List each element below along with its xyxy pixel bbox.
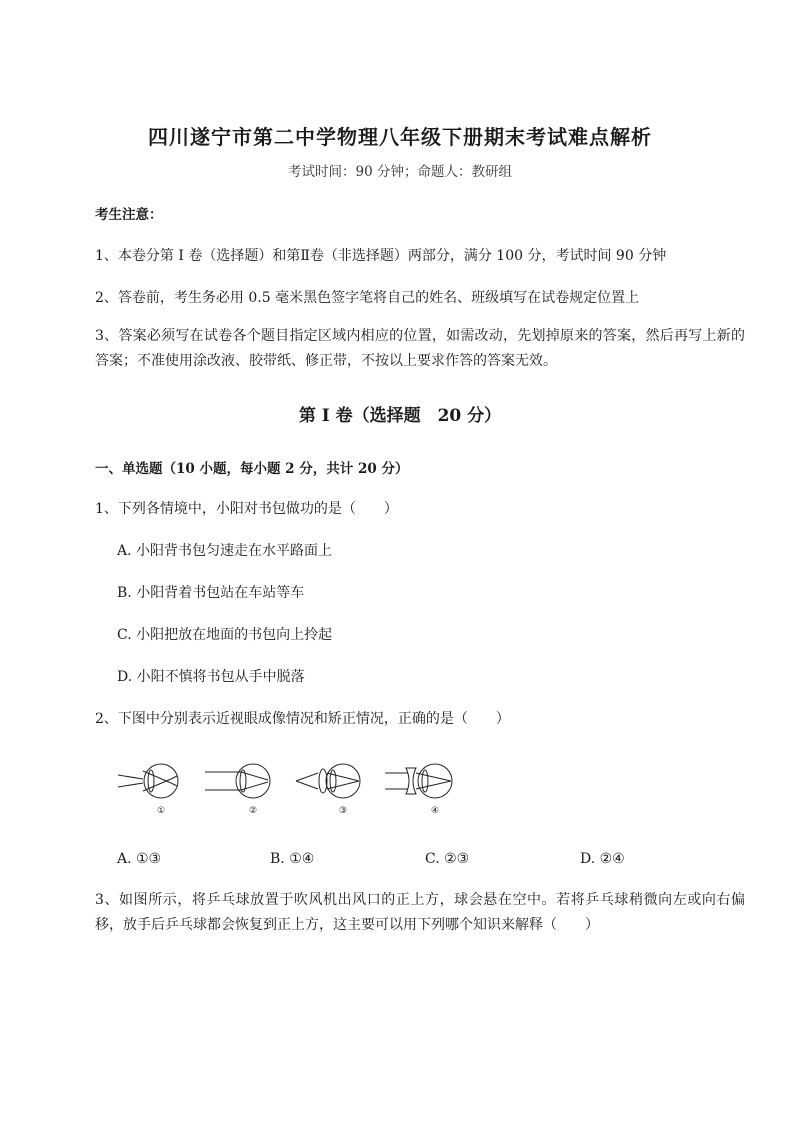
eye-diagram-1 [118, 764, 178, 798]
question-1-option-a: A. 小阳背书包匀速走在水平路面上 [117, 543, 333, 559]
question-1-option-b: B. 小阳背着书包站在车站等车 [117, 585, 305, 601]
question-3-stem: 3、如图所示，将乒乓球放置于吹风机出风口的正上方，球会悬在空中。若将乒乓球稍微向左或向右偏移，放手后乒乓球都会恢复到正上方，这主要可以用下列哪个知识来解释（ ） [95, 892, 745, 933]
question-1-stem: 1、下列各情境中，小阳对书包做功的是（ ） [95, 501, 398, 517]
eye-diagram-4 [385, 764, 452, 798]
notice-item-1: 1、本卷分第 I 卷（选择题）和第Ⅱ卷（非选择题）两部分，满分 100 分，考试时间 90 分钟 [95, 248, 667, 264]
eye-lens-diagram [113, 757, 463, 823]
question-2-option-a: A. ①③ [117, 851, 162, 867]
eye-diagram-3 [296, 764, 360, 798]
notice-item-3: 3、答案必须写在试卷各个题目指定区域内相应的位置，如需改动，先划掉原来的答案，然后再写上新的答案；不准使用涂改液、胶带纸、修正带，不按以上要求作答的答案无效。 [95, 328, 745, 369]
eye-diagram-label-3: ③ [338, 806, 348, 816]
notice-item-2: 2、答卷前，考生务必用 0.5 毫米黑色签字笔将自己的姓名、班级填写在试卷规定位置上 [95, 290, 640, 306]
question-2-option-c: C. ②③ [425, 851, 470, 867]
eye-diagram-label-1: ① [156, 806, 166, 816]
section-title: 第 I 卷（选择题 20 分） [298, 406, 502, 426]
question-2-option-d: D. ②④ [580, 851, 625, 867]
eye-diagram-label-2: ② [248, 806, 258, 816]
exam-title: 四川遂宁市第二中学物理八年级下册期末考试难点解析 [148, 125, 652, 149]
question-1-option-c: C. 小阳把放在地面的书包向上拎起 [117, 627, 333, 643]
exam-subtitle: 考试时间：90 分钟；命题人：教研组 [288, 164, 512, 180]
question-group-heading: 一、单选题（10 小题，每小题 2 分，共计 20 分） [95, 461, 409, 477]
question-2-stem: 2、下图中分别表示近视眼成像情况和矫正情况，正确的是（ ） [95, 711, 510, 727]
eye-diagram-label-4: ④ [430, 806, 440, 816]
question-2-option-b: B. ①④ [270, 851, 315, 867]
question-1-option-d: D. 小阳不慎将书包从手中脱落 [117, 669, 305, 685]
notice-heading: 考生注意： [95, 207, 163, 223]
eye-diagram-2 [205, 764, 270, 798]
